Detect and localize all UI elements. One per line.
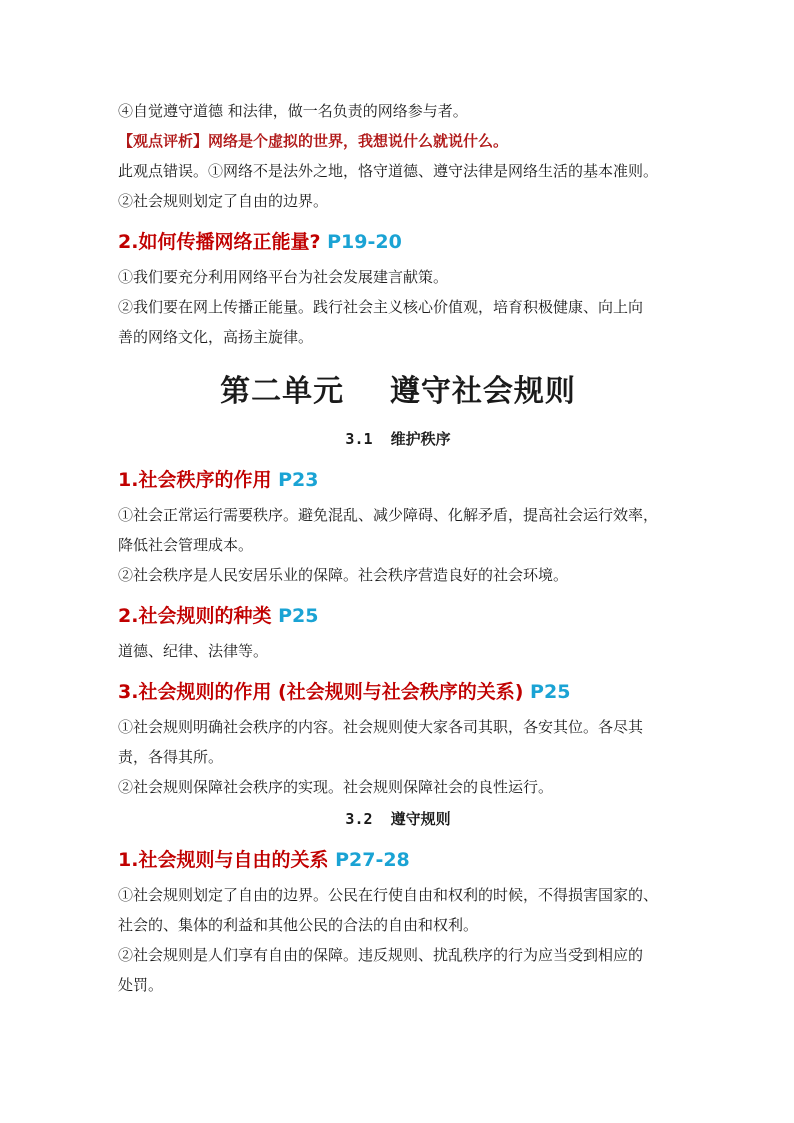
section-title: 3.社会规则的作用 (社会规则与社会秩序的关系) bbox=[118, 681, 524, 703]
page-reference: P27-28 bbox=[335, 849, 410, 871]
section-title: 2.社会规则的种类 bbox=[118, 605, 272, 627]
section-title: 1.社会秩序的作用 bbox=[118, 469, 272, 491]
unit-title: 第二单元 遵守社会规则 bbox=[220, 374, 576, 409]
paragraph: ②社会规则保障社会秩序的实现。社会规则保障社会的良性运行。 bbox=[118, 778, 554, 796]
lesson-title: 3.2 遵守规则 bbox=[345, 810, 451, 828]
paragraph: ②社会规则是人们享有自由的保障。违反规则、扰乱秩序的行为应当受到相应的 bbox=[118, 946, 644, 964]
lesson-title: 3.1 维护秩序 bbox=[345, 430, 451, 448]
section-heading bbox=[118, 842, 678, 878]
page-reference: P23 bbox=[278, 469, 319, 491]
page-reference: P19-20 bbox=[327, 231, 402, 253]
paragraph: ②我们要在网上传播正能量。践行社会主义核心价值观，培育积极健康、向上向 bbox=[118, 298, 644, 316]
document-page bbox=[118, 96, 678, 1000]
paragraph: 责，各得其所。 bbox=[118, 748, 224, 766]
paragraph: 善的网络文化，高扬主旋律。 bbox=[118, 328, 314, 346]
section-heading bbox=[118, 674, 678, 710]
paragraph: 道德、纪律、法律等。 bbox=[118, 642, 269, 660]
paragraph: ①我们要充分利用网络平台为社会发展建言献策。 bbox=[118, 268, 449, 286]
page-reference: P25 bbox=[530, 681, 571, 703]
section-heading bbox=[118, 462, 678, 498]
section-title: 1.社会规则与自由的关系 bbox=[118, 849, 329, 871]
section-title: 2.如何传播网络正能量? bbox=[118, 231, 321, 253]
paragraph: 社会的、集体的利益和其他公民的合法的自由和权利。 bbox=[118, 916, 479, 934]
paragraph: 降低社会管理成本。 bbox=[118, 536, 254, 554]
opinion-review: 【观点评析】网络是个虚拟的世界，我想说什么就说什么。 bbox=[118, 132, 509, 150]
paragraph: 处罚。 bbox=[118, 976, 164, 994]
paragraph: ①社会规则明确社会秩序的内容。社会规则使大家各司其职，各安其位。各尽其 bbox=[118, 718, 644, 736]
paragraph: 此观点错误。①网络不是法外之地，恪守道德、遵守法律是网络生活的基本准则。 bbox=[118, 162, 659, 180]
paragraph: ①社会规则划定了自由的边界。公民在行使自由和权利的时候，不得损害国家的、 bbox=[118, 886, 659, 904]
section-heading bbox=[118, 598, 678, 634]
paragraph: ②社会规则划定了自由的边界。 bbox=[118, 192, 329, 210]
paragraph: ④自觉遵守道德 和法律，做一名负责的网络参与者。 bbox=[118, 102, 468, 120]
section-heading bbox=[118, 224, 678, 260]
paragraph: ②社会秩序是人民安居乐业的保障。社会秩序营造良好的社会环境。 bbox=[118, 566, 569, 584]
paragraph: ①社会正常运行需要秩序。避免混乱、减少障碍、化解矛盾，提高社会运行效率， bbox=[118, 506, 659, 524]
page-reference: P25 bbox=[278, 605, 319, 627]
